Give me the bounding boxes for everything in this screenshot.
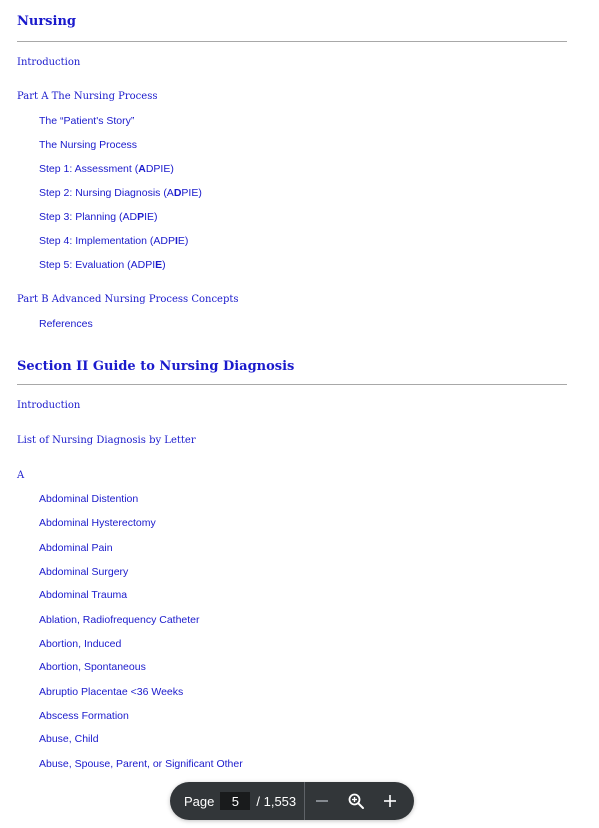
diagnosis-link[interactable]: Abdominal Trauma	[39, 589, 128, 601]
diagnosis-link[interactable]: Abdominal Distention	[39, 493, 139, 505]
diagnosis-link[interactable]: Abdominal Surgery	[39, 566, 129, 578]
plus-icon	[383, 794, 397, 808]
diagnosis-link[interactable]: Abdominal Pain	[39, 542, 113, 554]
diagnosis-link[interactable]: Ablation, Radiofrequency Catheter	[39, 614, 200, 626]
section-title-guide[interactable]: Section II Guide to Nursing Diagnosis	[17, 359, 295, 374]
zoom-fit-button[interactable]	[339, 782, 373, 820]
page-number-input[interactable]	[220, 792, 250, 810]
toc-link-step-1[interactable]: Step 1: Assessment (ADPIE)	[39, 163, 174, 175]
zoom-out-button[interactable]	[305, 782, 339, 820]
minus-icon	[315, 794, 329, 808]
toc-link-step-2[interactable]: Step 2: Nursing Diagnosis (ADPIE)	[39, 187, 202, 199]
toc-link-part-b[interactable]: Part B Advanced Nursing Process Concepts	[17, 294, 239, 305]
diagnosis-link[interactable]: Abuse, Child	[39, 733, 99, 745]
toc-link-nursing-process[interactable]: The Nursing Process	[39, 139, 138, 151]
diagnosis-link[interactable]: Abortion, Induced	[39, 638, 122, 650]
toc-link-part-a[interactable]: Part A The Nursing Process	[17, 91, 158, 102]
diagnosis-link[interactable]: Abdominal Hysterectomy	[39, 517, 156, 529]
zoom-in-button[interactable]	[373, 782, 407, 820]
toc-link-step-4[interactable]: Step 4: Implementation (ADPIE)	[39, 235, 189, 247]
zoom-magnifier-icon	[347, 792, 365, 810]
toc-link-step-3[interactable]: Step 3: Planning (ADPIE)	[39, 211, 158, 223]
diagnosis-link[interactable]: Abortion, Spontaneous	[39, 661, 146, 673]
toc-link-list-by-letter[interactable]: List of Nursing Diagnosis by Letter	[17, 435, 196, 446]
toc-link-patients-story[interactable]: The “Patient's Story”	[39, 115, 135, 127]
pdf-page-toolbar	[170, 782, 414, 820]
toc-link-introduction[interactable]: Introduction	[17, 57, 81, 68]
toc-link-letter-a[interactable]: A	[17, 470, 25, 481]
diagnosis-link[interactable]: Abruptio Placentae <36 Weeks	[39, 686, 184, 698]
toc-link-references[interactable]: References	[39, 318, 93, 330]
total-pages: / 1,553	[256, 793, 297, 809]
page-label: Page	[184, 793, 215, 809]
section-divider	[17, 384, 567, 385]
section-title-nursing[interactable]: Nursing	[17, 14, 76, 29]
diagnosis-link[interactable]: Abscess Formation	[39, 710, 129, 722]
diagnosis-link[interactable]: Abuse, Spouse, Parent, or Significant Other	[39, 758, 243, 770]
toc-link-introduction-2[interactable]: Introduction	[17, 400, 81, 411]
toc-link-step-5[interactable]: Step 5: Evaluation (ADPIE)	[39, 259, 166, 271]
section-divider	[17, 41, 567, 42]
